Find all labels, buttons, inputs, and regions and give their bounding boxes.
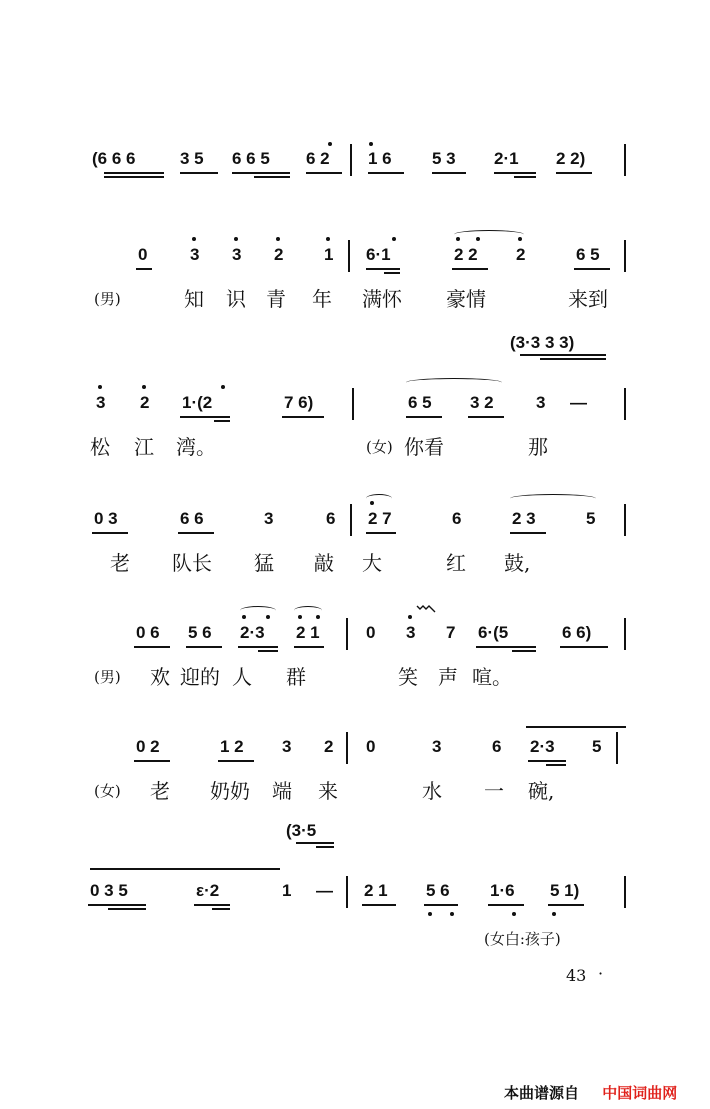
note-group: 6·(5 (478, 623, 509, 642)
octave-dot (326, 237, 330, 241)
underline (214, 420, 230, 422)
slur (510, 494, 596, 503)
octave-dot (242, 615, 246, 619)
role-label: (女) (94, 782, 121, 800)
underline (368, 172, 404, 174)
underline (306, 172, 342, 174)
bar-line (346, 876, 348, 908)
lyric: 老 (110, 551, 130, 575)
lyric: 迎的 (180, 665, 220, 689)
note-group: 1·(2 (182, 393, 213, 412)
note-group: 5 6 (426, 881, 450, 900)
underline (548, 904, 584, 906)
underline (254, 176, 290, 178)
underline (468, 416, 504, 418)
note: 3 (264, 509, 274, 528)
octave-dot (392, 237, 396, 241)
note-group: 0 3 (94, 509, 118, 528)
octave-dot (476, 237, 480, 241)
lyric: 江 (134, 435, 154, 459)
underline (546, 764, 566, 766)
note: 2 (140, 393, 150, 412)
underline (180, 172, 218, 174)
note-group: 2·1 (494, 149, 519, 168)
bar-line (624, 388, 626, 420)
note-group: 2 1 (296, 623, 320, 642)
note-group: 2 1 (364, 881, 388, 900)
underline (574, 268, 610, 270)
lyric: 水 (422, 779, 442, 803)
octave-dot (408, 615, 412, 619)
lyric: 老 (150, 779, 170, 803)
note-group: 0 3 5 (90, 881, 128, 900)
source-label: 本曲谱源自 (504, 1084, 580, 1102)
note-group: 5 6 (188, 623, 212, 642)
lyric: 奶奶 (210, 779, 250, 803)
underline (556, 172, 592, 174)
underline (540, 358, 606, 360)
lyric: 端 (272, 779, 292, 803)
underline (232, 172, 290, 174)
slur (294, 606, 322, 615)
note: 6 (492, 737, 502, 756)
note-group: 2 3 (512, 509, 536, 528)
note: 0 (366, 623, 376, 642)
octave-dot (328, 142, 332, 146)
bar-line (352, 388, 354, 420)
octave-dot-low (450, 912, 454, 916)
octave-dot (142, 385, 146, 389)
note: 3 (282, 737, 292, 756)
note: 5 (592, 737, 602, 756)
underline (282, 416, 324, 418)
underline (92, 532, 128, 534)
note-group: 5 1) (550, 881, 580, 900)
underline (366, 268, 400, 270)
bar-line (346, 732, 348, 764)
note: 1 (282, 881, 292, 900)
note-group: 6 6 5 (232, 149, 270, 168)
lyric: 群 (286, 665, 306, 689)
note-group: 2·3 (240, 623, 265, 642)
octave-dot (234, 237, 238, 241)
lyric: 豪情 (446, 287, 486, 311)
underline (108, 908, 146, 910)
pickup-notes: (3·3 3 3) (510, 333, 575, 352)
note-group: 7 6) (284, 393, 314, 412)
lyric: 青 (266, 287, 286, 311)
octave-dot (276, 237, 280, 241)
note: 2 (324, 737, 334, 756)
lyric: 笑 (398, 665, 418, 689)
note-group: 3 2 (470, 393, 494, 412)
lyric: 喧。 (472, 665, 512, 689)
trill-mark (416, 604, 438, 618)
lyric: 猛 (254, 551, 274, 575)
bar-line (624, 876, 626, 908)
note: 6 (326, 509, 336, 528)
octave-dot-low (512, 912, 516, 916)
underline (194, 904, 230, 906)
lyric: 声 (438, 665, 458, 689)
underline (218, 760, 254, 762)
underline (488, 904, 524, 906)
lyric: 红 (446, 551, 466, 575)
note-group: 2·3 (530, 737, 555, 756)
note: 3 (190, 245, 200, 264)
slur (454, 230, 524, 239)
lyric: 鼓, (504, 551, 531, 575)
note-group: 1·6 (490, 881, 515, 900)
underline (258, 650, 278, 652)
spoken-line: (女白:孩子) (484, 930, 561, 948)
underline (88, 904, 146, 906)
bar-line (624, 618, 626, 650)
bar-line (346, 618, 348, 650)
note-group: 6 5 (408, 393, 432, 412)
lyric: 大 (362, 551, 382, 575)
lyric: 敲 (314, 551, 334, 575)
underline (406, 416, 442, 418)
underline (178, 532, 214, 534)
dash: — (316, 881, 333, 900)
note: 3 (432, 737, 442, 756)
underline (296, 842, 334, 844)
note: 0 (138, 245, 148, 264)
octave-dot (456, 237, 460, 241)
bar-line (624, 504, 626, 536)
underline (136, 268, 152, 270)
bar-line (350, 504, 352, 536)
underline (134, 646, 170, 648)
bar-line (350, 144, 352, 176)
underline (494, 172, 536, 174)
lyric: 满怀 (362, 287, 402, 311)
role-label: (男) (94, 668, 121, 686)
note: 7 (446, 623, 456, 642)
note-group: 2 2 (454, 245, 478, 264)
note-group: 3 5 (180, 149, 204, 168)
site-name[interactable]: 中国词曲网 (602, 1084, 678, 1102)
lyric: 来到 (568, 287, 608, 311)
underline (384, 272, 400, 274)
underline (510, 532, 546, 534)
underline (452, 268, 488, 270)
note: 3 (536, 393, 546, 412)
underline (560, 646, 608, 648)
dash: — (570, 393, 587, 412)
note-group: 5 3 (432, 149, 456, 168)
underline (134, 760, 170, 762)
octave-dot (266, 615, 270, 619)
octave-dot (298, 615, 302, 619)
underline (186, 646, 222, 648)
note-group: 6 6 (180, 509, 204, 528)
lyric: 人 (232, 665, 252, 689)
bar-line (624, 240, 626, 272)
extension-line (526, 726, 626, 728)
lyric: 碗, (528, 779, 555, 803)
lyric: 湾。 (176, 435, 216, 459)
note-group: 0 2 (136, 737, 160, 756)
octave-dot (192, 237, 196, 241)
page-number-dot: · (598, 964, 604, 983)
note-group: 1 2 (220, 737, 244, 756)
note-group: (6 6 6 (92, 149, 136, 168)
lyric: 松 (90, 435, 110, 459)
underline (528, 760, 566, 762)
octave-dot (370, 501, 374, 505)
underline (476, 646, 536, 648)
underline (316, 846, 334, 848)
lyric: 欢 (150, 665, 170, 689)
note: 6 (452, 509, 462, 528)
underline (514, 176, 536, 178)
note: 3 (406, 623, 416, 642)
note-group: 6·1 (366, 245, 391, 264)
lyric: 那 (528, 435, 548, 459)
lyric: 你看 (404, 435, 444, 459)
lyric: 知 (184, 287, 204, 311)
underline (366, 532, 396, 534)
note-group: 1 6 (368, 149, 392, 168)
extension-line (90, 868, 280, 870)
bar-line (624, 144, 626, 176)
underline (424, 904, 458, 906)
octave-dot (98, 385, 102, 389)
note: 3 (96, 393, 106, 412)
lyric: 队长 (172, 551, 212, 575)
underline (238, 646, 278, 648)
underline (180, 416, 230, 418)
bar-line (616, 732, 618, 764)
lyric: 来 (318, 779, 338, 803)
slur (240, 606, 276, 615)
note: 5 (586, 509, 596, 528)
note: 0 (366, 737, 376, 756)
note: 3 (232, 245, 242, 264)
page-number: 43 (566, 966, 587, 985)
octave-dot (369, 142, 373, 146)
note-group: 0 6 (136, 623, 160, 642)
lyric: 一 (484, 779, 504, 803)
underline (362, 904, 396, 906)
note: 2 (516, 245, 526, 264)
lyric: 识 (226, 287, 246, 311)
underline (520, 354, 606, 356)
note-group: 6 6) (562, 623, 592, 642)
role-label: (女) (366, 438, 393, 456)
note: 2 (274, 245, 284, 264)
octave-dot (221, 385, 225, 389)
underline (294, 646, 324, 648)
footer (504, 1082, 677, 1103)
note-group: 2 7 (368, 509, 392, 528)
bar-line (348, 240, 350, 272)
octave-dot (518, 237, 522, 241)
octave-dot-low (428, 912, 432, 916)
underline (104, 172, 164, 174)
slur (406, 378, 502, 387)
underline (432, 172, 466, 174)
lyric: 年 (312, 287, 332, 311)
role-label: (男) (94, 290, 121, 308)
underline (212, 908, 230, 910)
underline (104, 176, 164, 178)
note-group: 2 2) (556, 149, 586, 168)
pickup-notes: (3·5 (286, 821, 317, 840)
note: 1 (324, 245, 334, 264)
octave-dot (316, 615, 320, 619)
note-group: 6 2 (306, 149, 330, 168)
note-group: 6 5 (576, 245, 600, 264)
underline (512, 650, 536, 652)
octave-dot-low (552, 912, 556, 916)
note-group: ε·2 (196, 881, 220, 900)
